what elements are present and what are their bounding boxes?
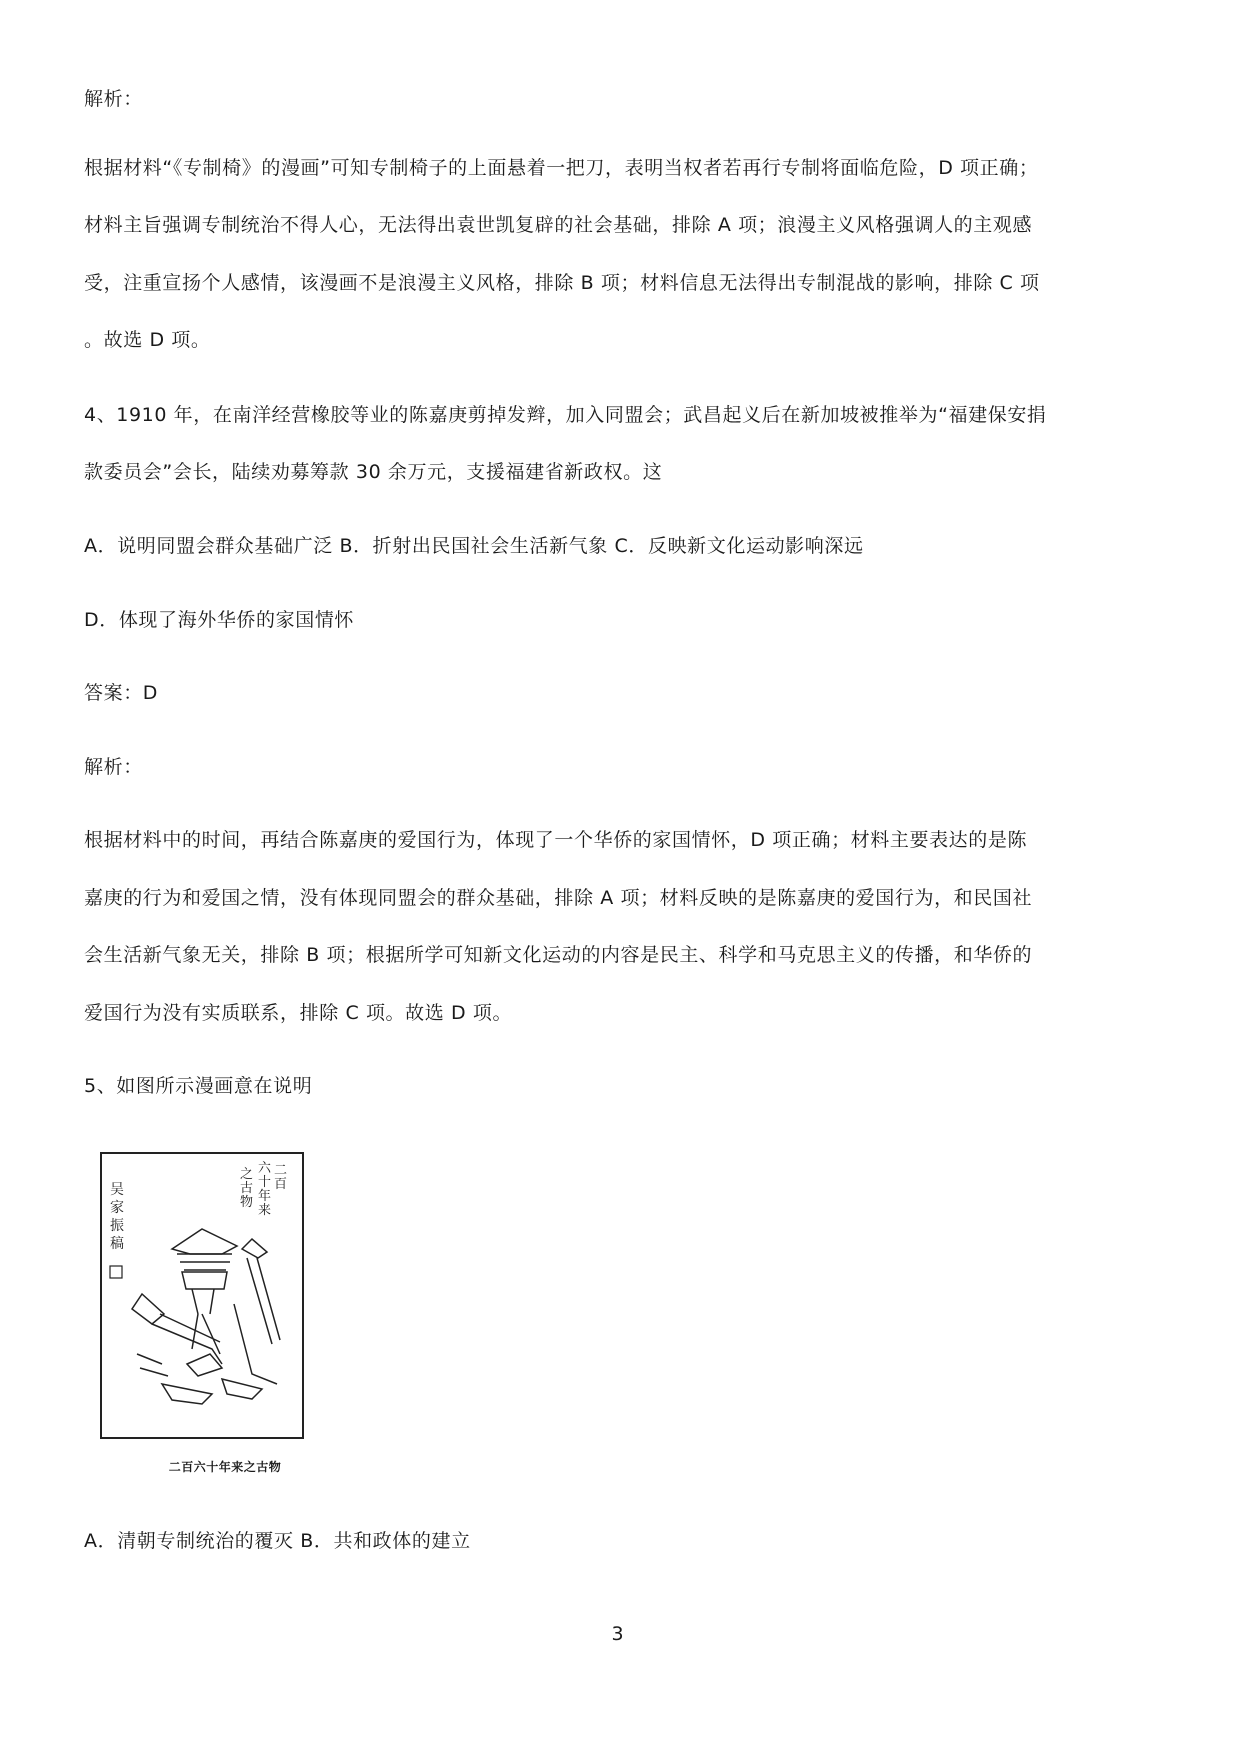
question-5-options: A．清朝专制统治的覆灭 B．共和政体的建立 [84,1530,471,1552]
question-4-stem: 4、1910 年，在南洋经营橡胶等业的陈嘉庚剪掉发辫，加入同盟会；武昌起义后在新加坡被推举为“福建保安捐 [84,404,1047,426]
analysis-text-line: 受，注重宣扬个人感情，该漫画不是浪漫主义风格，排除 B 项；材料信息无法得出专制混战的影响，排除 C 项 [84,272,1040,294]
inscription-col-4: 吴家振稿 [110,1182,124,1252]
analysis-text-line: 会生活新气象无关，排除 B 项；根据所学可知新文化运动的内容是民主、科学和马克思主义的传播，和华侨的 [84,944,1033,966]
question-4-option-d: D．体现了海外华侨的家国情怀 [84,609,355,631]
collapsing-palace [132,1229,280,1404]
analysis-text-line: 材料主旨强调专制统治不得人心，无法得出袁世凯复辟的社会基础，排除 A 项；浪漫主义风格强调人的主观感 [84,214,1033,236]
inscription-col-2: 六十年来 [258,1161,272,1218]
analysis-text-line: 嘉庚的行为和爱国之情，没有体现同盟会的群众基础，排除 A 项；材料反映的是陈嘉庚的爱国行为，和民国社 [84,887,1033,909]
inscription-col-1: 二百 [274,1163,288,1192]
cartoon-illustration [102,1154,302,1437]
inscription-col-3: 之古物 [240,1167,254,1210]
question-5-stem: 5、如图所示漫画意在说明 [84,1075,313,1097]
page-number: 3 [611,1623,624,1645]
analysis-text-line: 爱国行为没有实质联系，排除 C 项。故选 D 项。 [84,1002,513,1024]
analysis-label: 解析： [84,88,143,110]
cartoon-image [100,1152,304,1439]
figure-caption: 二百六十年来之古物 [168,1460,282,1474]
seal-stamp [110,1266,122,1278]
analysis-label: 解析： [84,756,143,778]
question-4-options: A．说明同盟会群众基础广泛 B．折射出民国社会生活新气象 C．反映新文化运动影响深远 [84,535,864,557]
question-4-stem: 款委员会”会长，陆续劝募筹款 30 余万元，支援福建省新政权。这 [84,461,663,483]
answer-label: 答案：D [84,682,159,704]
analysis-text-line: 。故选 D 项。 [84,329,211,351]
analysis-text-line: 根据材料中的时间，再结合陈嘉庚的爱国行为，体现了一个华侨的家国情怀，D 项正确；材料主要表达的是陈 [84,829,1028,851]
analysis-text-line: 根据材料“《专制椅》的漫画”可知专制椅子的上面悬着一把刀，表明当权者若再行专制将面临危险，D 项正确； [84,157,1039,179]
